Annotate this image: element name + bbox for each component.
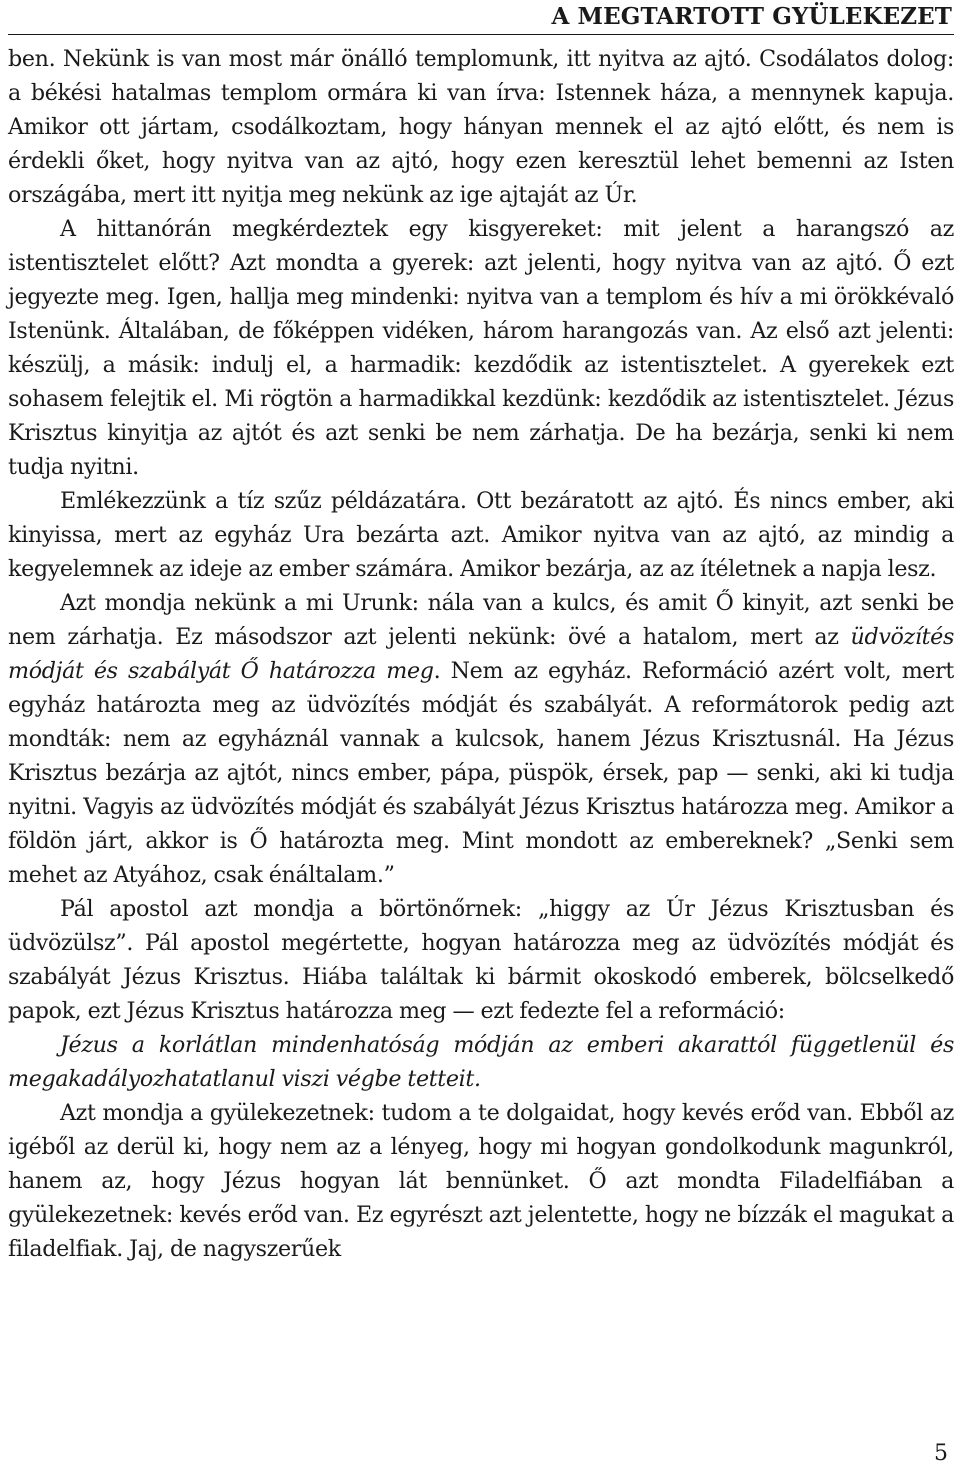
paragraph-5: Pál apostol azt mondja a börtönőrnek: „higgy az Úr Jézus Krisztusban és üdvözülsz”. Pál apostol megértette, hogyan határozza meg az üdvözítés módját és szabályát Jézus Krisztus. Hiába találtak ki bármit okoskodó emberek, bölcselkedő papok, ezt Jézus Krisztus határozza meg — ezt fedezte fel a reformáció: <box>8 896 954 1024</box>
header-rule <box>8 34 954 35</box>
paragraph-4-before: Azt mondja nekünk a mi Urunk: nála van a kulcs, és amit Ő kinyit, azt senki be nem zárhatja. Ez másodszor azt jelenti nekünk: övé a hatalom, mert az <box>8 590 954 650</box>
paragraph-4-emphasis: üdvözítés módját és szabályát Ő határozza meg <box>8 624 954 684</box>
page-number: 5 <box>934 1441 948 1466</box>
quotation: Jézus a korlátlan mindenhatóság módján az emberi akarattól függetlenül és megakadályozhatatlanul viszi végbe tetteit. <box>8 1032 954 1092</box>
paragraph-3: Emlékezzünk a tíz szűz példázatára. Ott bezáratott az ajtó. És nincs ember, aki kinyissa, mert az egyház Ura bezárta azt. Amikor nyitva van az ajtó, az mindig a kegyelemnek az ideje az ember számára. Amikor bezárja, az az ítéletnek a napja lesz. <box>8 488 954 582</box>
running-title: A MEGTARTOTT GYÜLEKEZET <box>551 3 952 30</box>
page-body <box>8 42 954 1266</box>
paragraph-4 <box>8 586 954 892</box>
paragraph-7: Azt mondja a gyülekezetnek: tudom a te dolgaidat, hogy kevés erőd van. Ebből az igéből az derül ki, hogy nem az a lényeg, hogy mi hogyan gondolkodunk magunkról, hanem az, hogy Jézus hogyan lát bennünket. Ő azt mondta Filadelfiában a gyülekezetnek: kevés erőd van. Ez egyrészt azt jelentette, hogy ne bízzák el magukat a filadelfiak. Jaj, de nagyszerűek <box>8 1100 954 1262</box>
paragraph-1: ben. Nekünk is van most már önálló templomunk, itt nyitva az ajtó. Csodálatos dolog: a békési hatalmas templom ormára ki van írva: Istennek háza, a mennynek kapuja. Amikor ott jártam, csodálkoztam, hogy hányan mennek el az ajtó előtt, és nem is érdekli őket, hogy nyitva van az ajtó, hogy ezen keresztül lehet bemenni az Isten országába, mert itt nyitja meg nekünk az ige ajtaját az Úr. <box>8 46 954 208</box>
paragraph-2: A hittanórán megkérdeztek egy kisgyereket: mit jelent a harangszó az istentisztelet előtt? Azt mondta a gyerek: azt jelenti, hogy nyitva van az ajtó. Ő ezt jegyezte meg. Igen, hallja meg mindenki: nyitva van a templom és hív a mi örökkévaló Istenünk. Általában, de főképpen vidéken, három harangozás van. Az első azt jelenti: készülj, a másik: indulj el, a harmadik: kezdődik az istentisztelet. A gyerekek ezt sohasem felejtik el. Mi rögtön a harmadikkal kezdünk: kezdődik az istentisztelet. Jézus Krisztus kinyitja az ajtót és azt senki be nem zárhatja. De ha bezárja, senki ki nem tudja nyitni. <box>8 216 954 480</box>
paragraph-4-after: . Nem az egyház. Reformáció azért volt, mert egyház határozta meg az üdvözítés módját és szabályát. A reformátorok pedig azt mondták: nem az egyháznál vannak a kulcsok, hanem Jézus Krisztusnál. Ha Jézus Krisztus bezárja az ajtót, nincs ember, pápa, püspök, érsek, pap — senki, aki ki tudja nyitni. Vagyis az üdvözítés módját és szabályát Jézus Krisztus határozza meg. Amikor a földön járt, akkor is Ő határozta meg. Mint mondott az embereknek? „Senki sem mehet az Atyához, csak énáltalam.” <box>8 658 954 888</box>
